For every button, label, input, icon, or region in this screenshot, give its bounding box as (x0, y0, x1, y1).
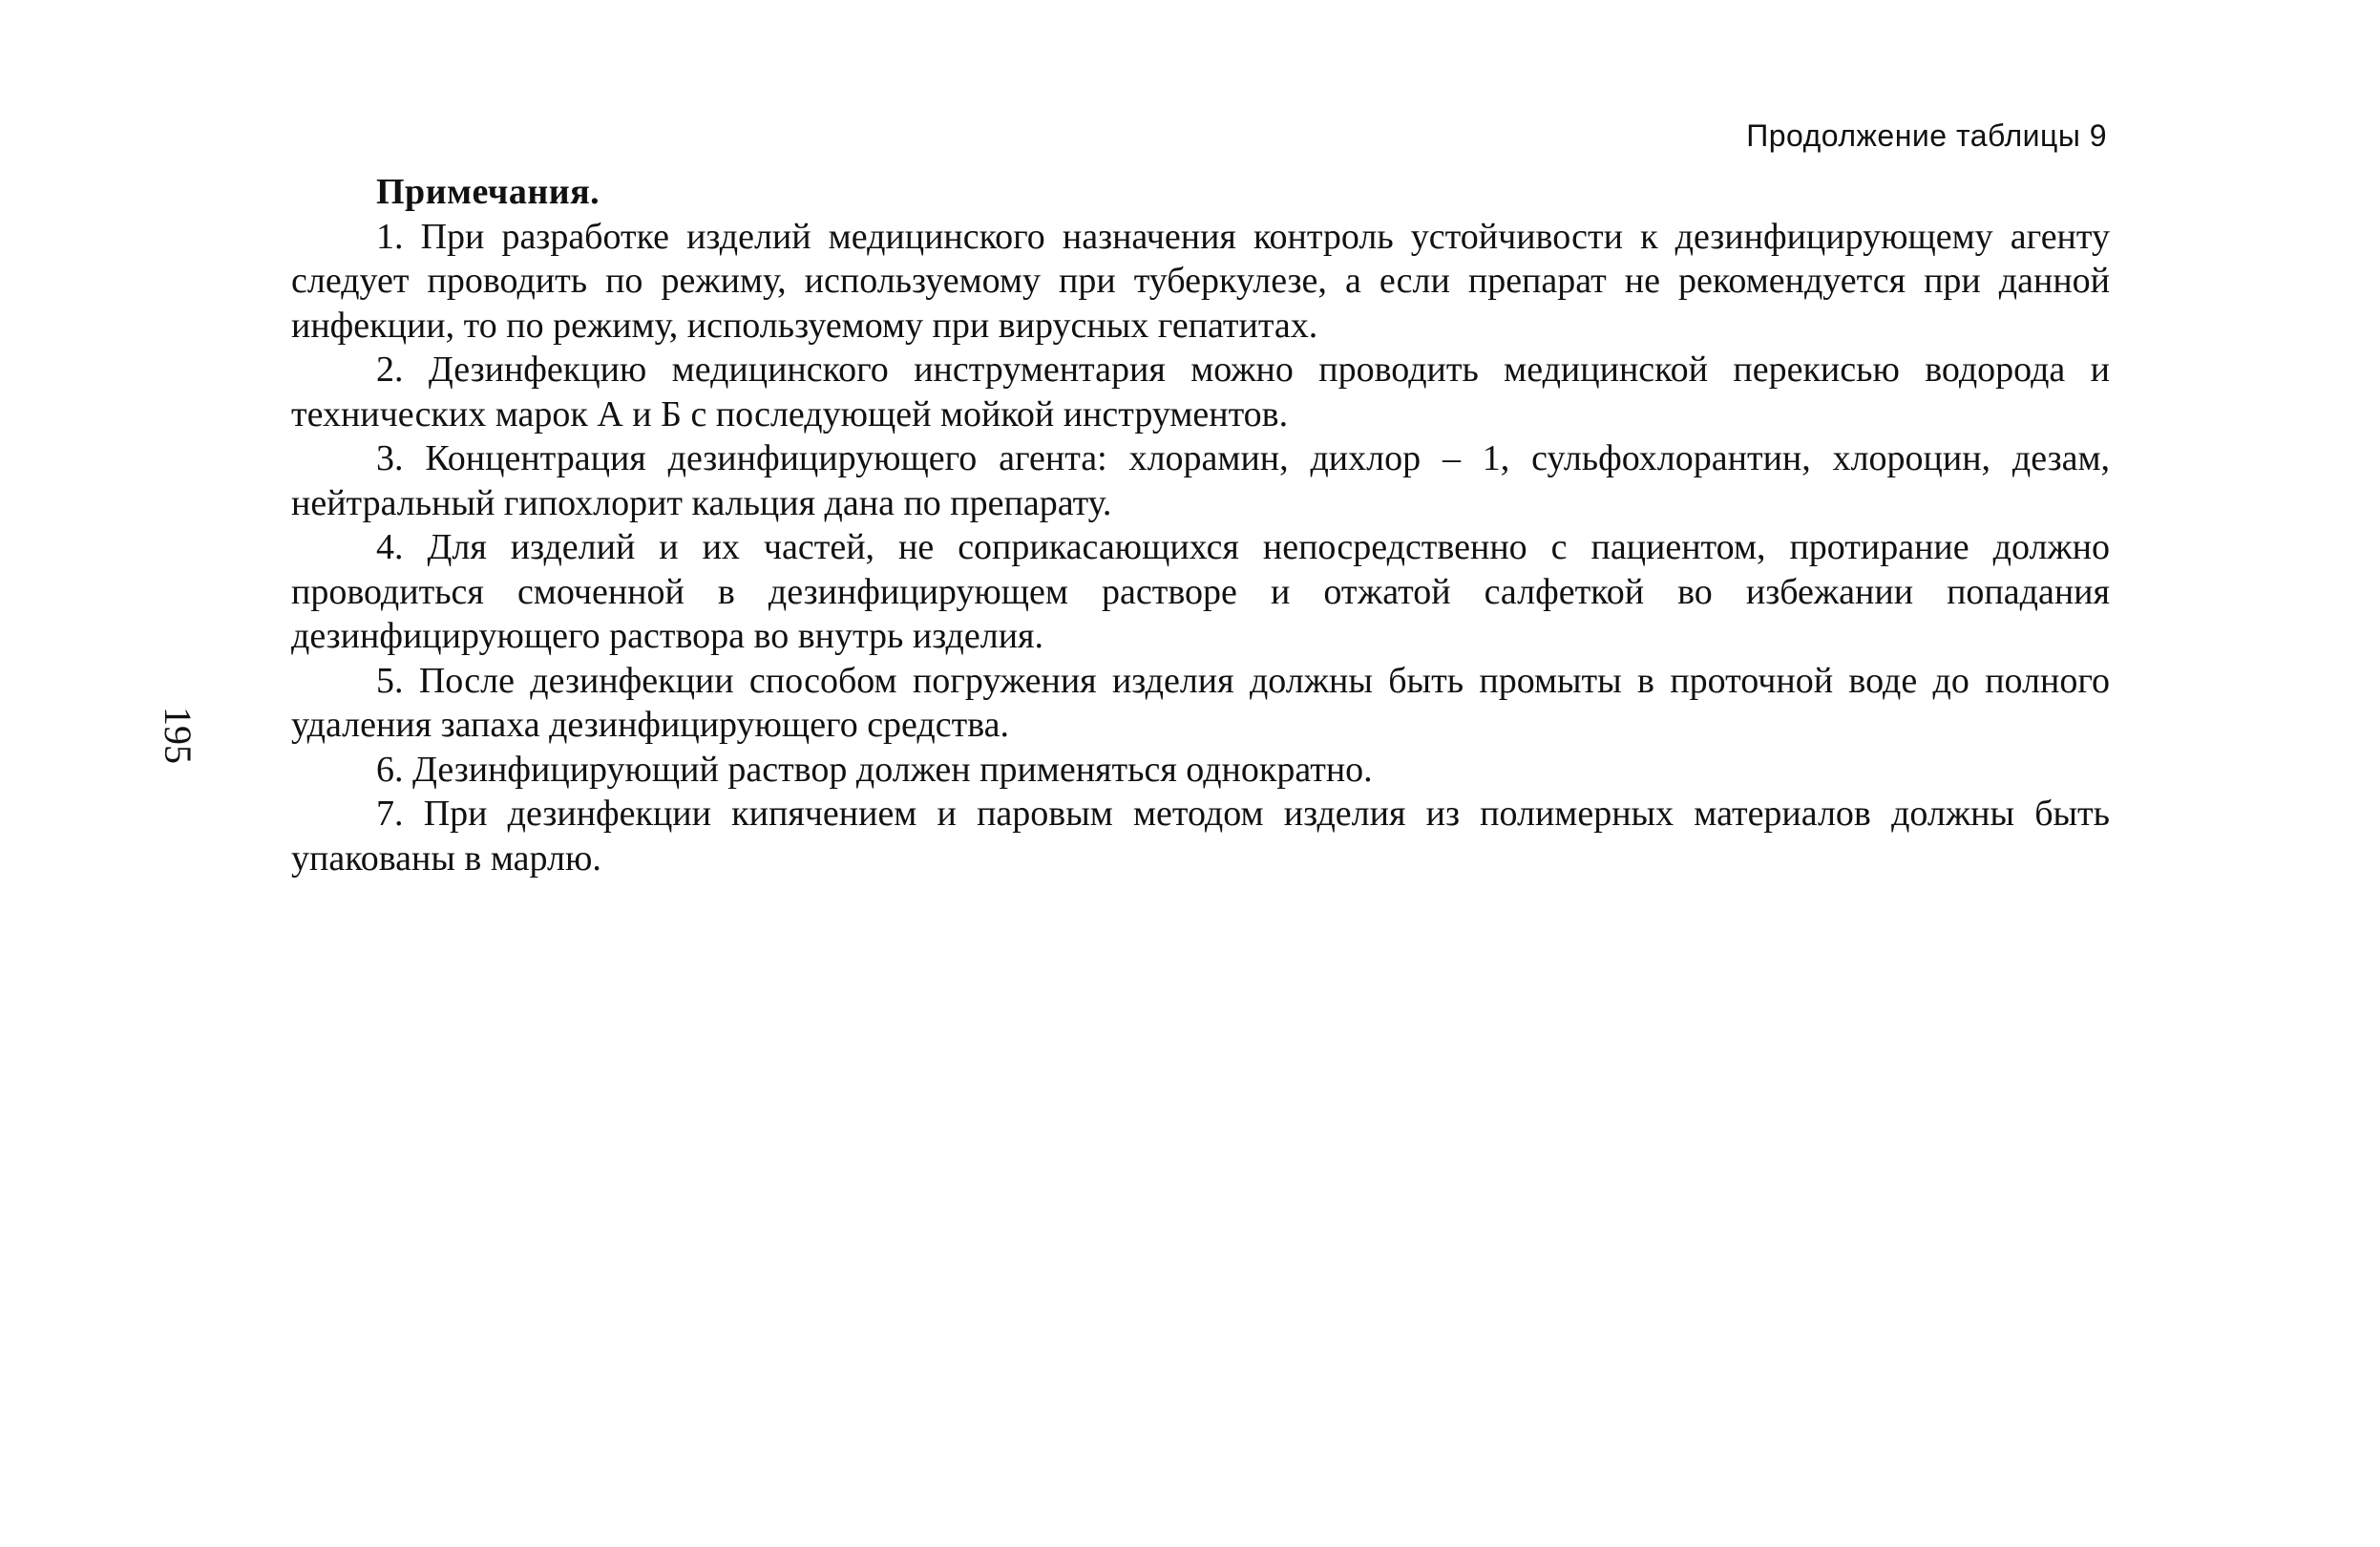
note-item-4: 4. Для изделий и их частей, не соприкасающихся непосредственно с пациентом, протирание должно проводиться смоченной в дезинфицирующем растворе и отжатой салфеткой во избежании попадания дезинфицирующего раствора во внутрь изделия. (291, 527, 2110, 656)
page-number: 195 (157, 707, 200, 764)
note-item-3: 3. Концентрация дезинфицирующего агента: хлорамин, дихлор – 1, сульфохлорантин, хлороцин, дезам, нейтральный гипохлорит кальция дана по препарату. (291, 438, 2110, 523)
note-item-5: 5. После дезинфекции способом погружения изделия должны быть промыты в проточной воде до полного удаления запаха дезинфицирующего средства. (291, 660, 2110, 745)
note-item-1: 1. При разработке изделий медицинского назначения контроль устойчивости к дезинфицирующему агенту следует проводить по режиму, используемому при туберкулезе, а если препарат не рекомендуется при данной инфекции, то по режиму, используемому при вирусных гепатитах. (291, 216, 2110, 346)
notes-list (291, 215, 2110, 881)
note-item-7: 7. При дезинфекции кипячением и паровым методом изделия из полимерных материалов должны быть упакованы в марлю. (291, 794, 2110, 879)
table-continuation-label: Продолжение таблицы 9 (1746, 118, 2107, 153)
notes-title: Примечания. (376, 172, 600, 212)
notes-section (291, 170, 2110, 880)
note-item-6: 6. Дезинфицирующий раствор должен применяться однократно. (376, 749, 1373, 790)
note-item-2: 2. Дезинфекцию медицинского инструментария можно проводить медицинской перекисью водорода и технических марок А и Б с последующей мойкой инструментов. (291, 350, 2110, 434)
